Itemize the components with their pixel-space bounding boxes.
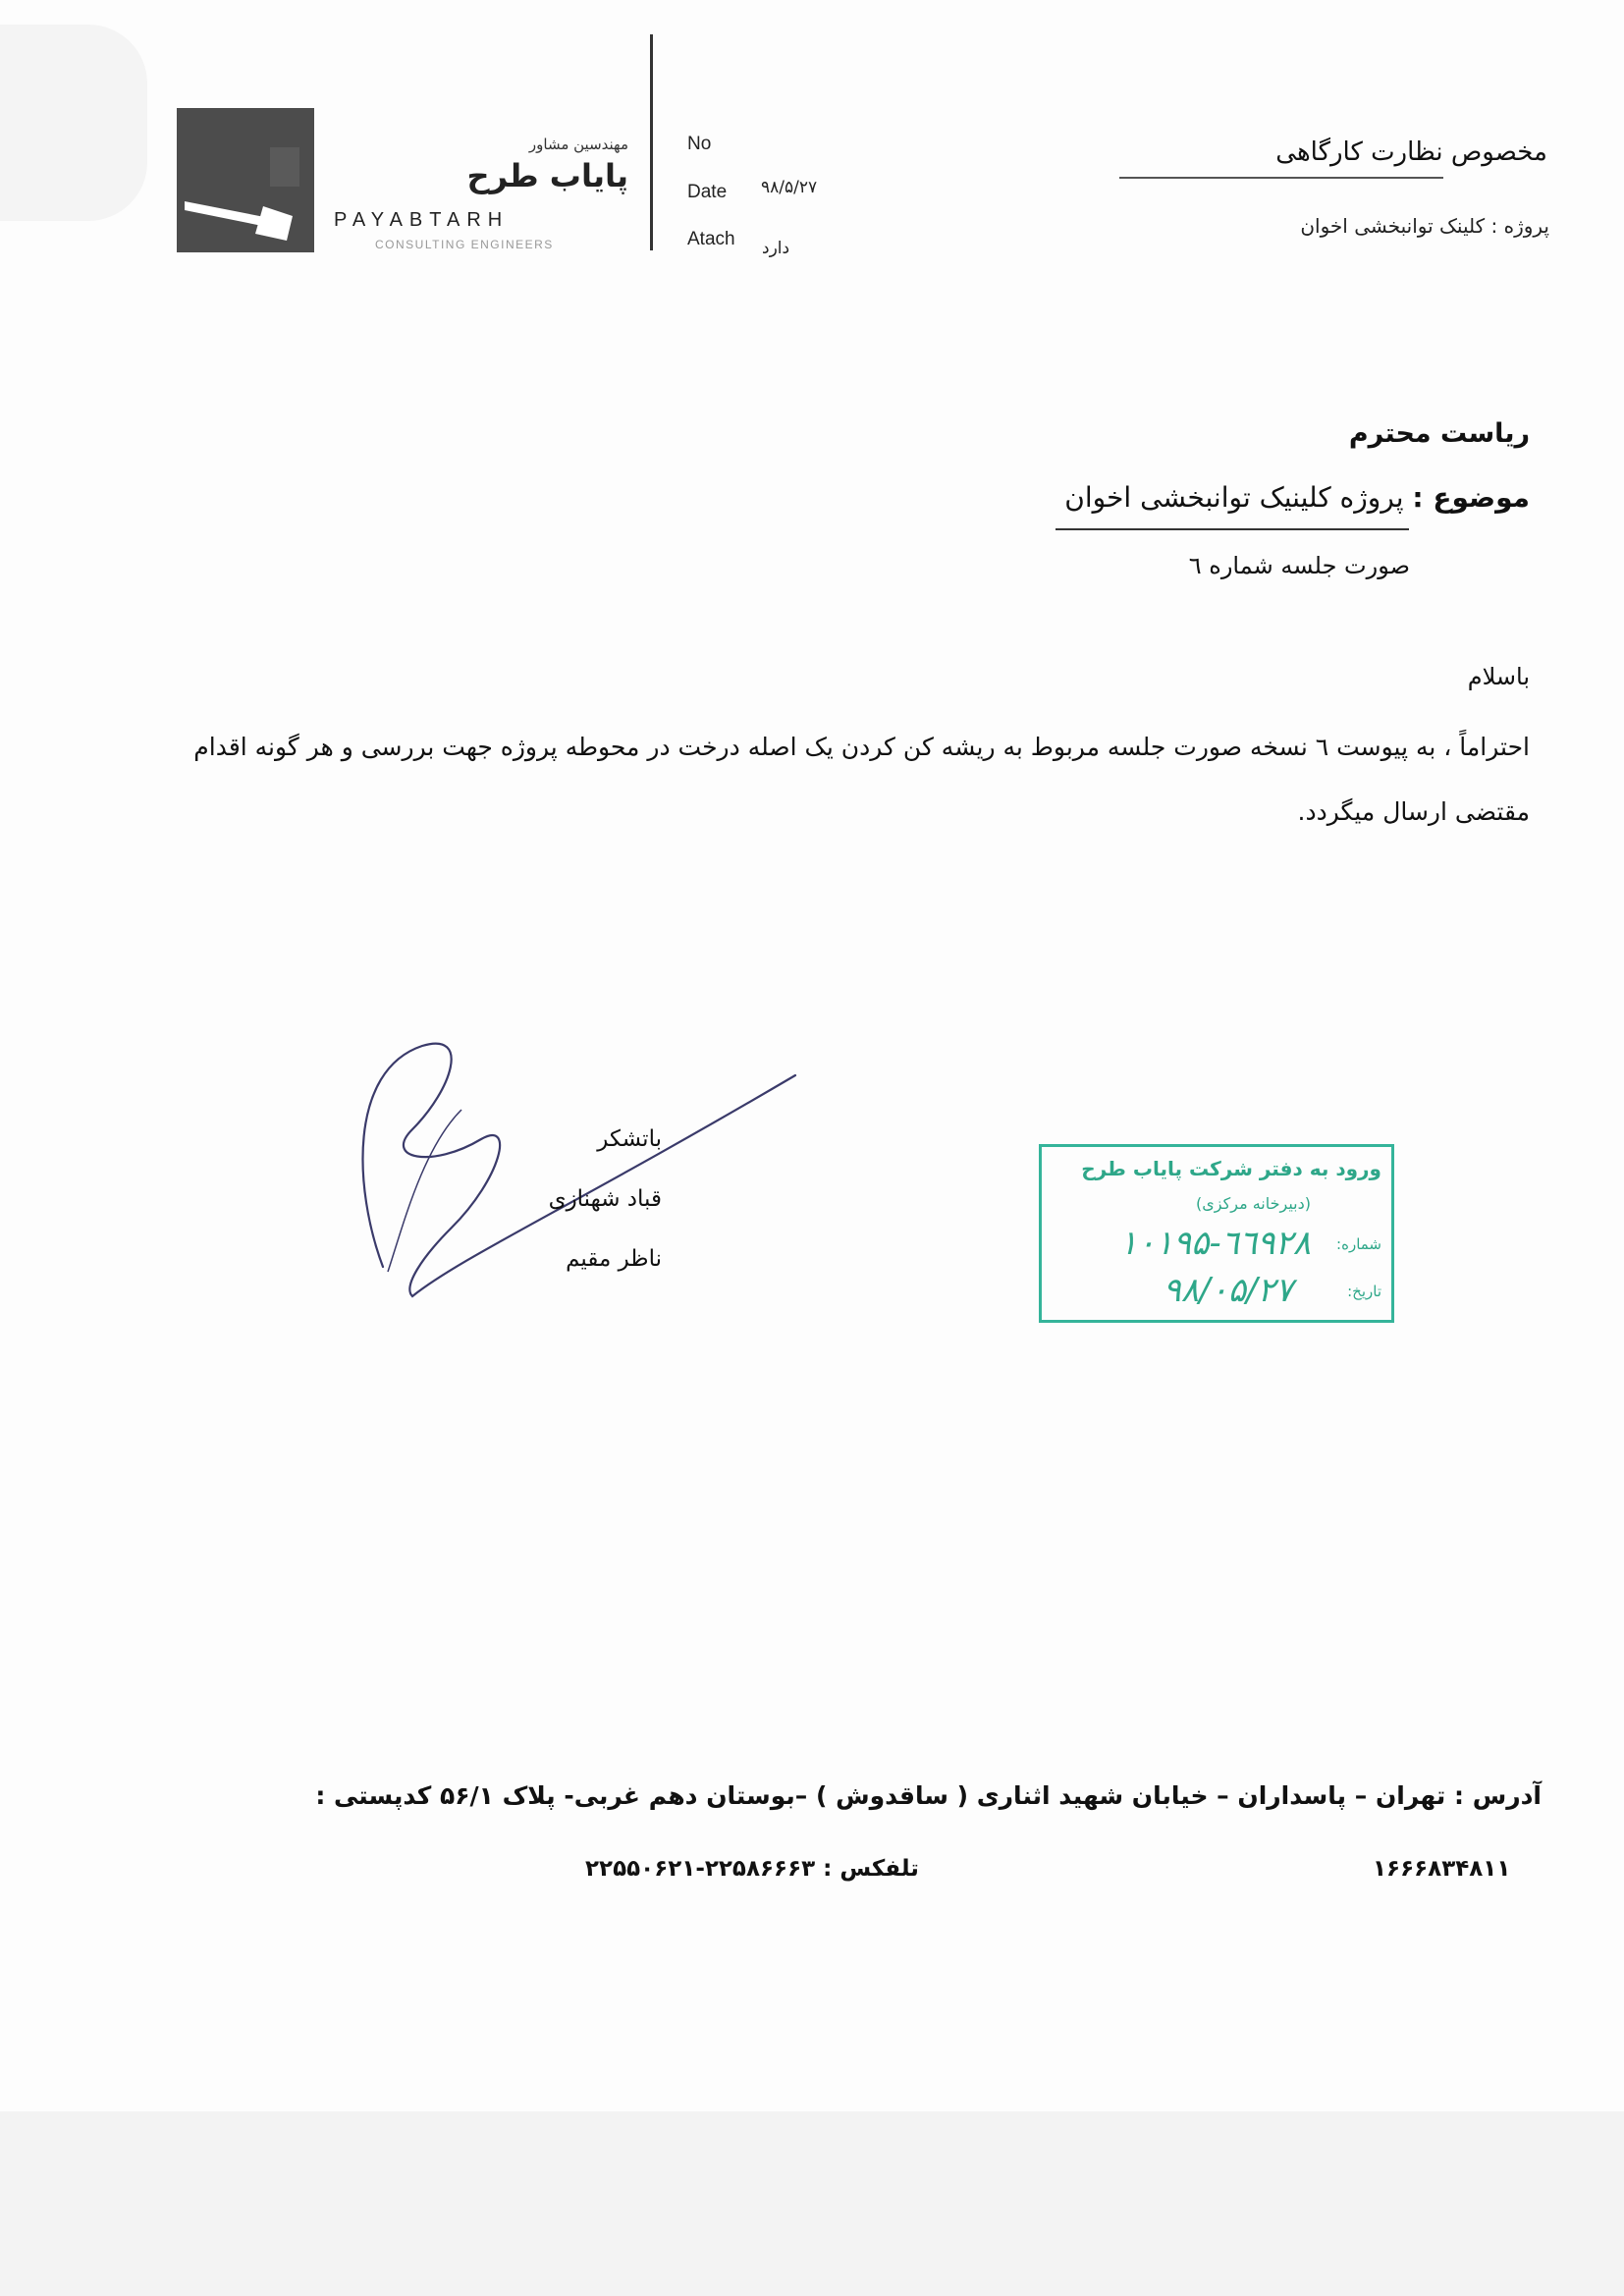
signer-role: ناظر مقیم (566, 1246, 662, 1272)
title-underline (1119, 177, 1443, 179)
stamp-date-label: تاریخ: (1347, 1283, 1381, 1300)
footer-fax: تلفکس : ۲۲۵۸۶۶۶۳-۲۲۵۵۰۶۲۱ (585, 1856, 919, 1882)
stamp-title: ورود به دفتر شرکت پایاب طرح (1081, 1157, 1381, 1180)
attachment-value: دارد (762, 239, 790, 258)
greeting: باسلام (1467, 663, 1530, 690)
number-label: No (687, 134, 712, 154)
subject-underline (1056, 528, 1409, 530)
confidential-title: مخصوص نظارت کارگاهی (1275, 137, 1547, 167)
project-line: پروژه : کلینک توانبخشی اخوان (1300, 214, 1549, 238)
minutes-reference: صورت جلسه شماره ٦ (1188, 552, 1410, 579)
scan-smudge (0, 25, 147, 221)
receipt-stamp (1039, 1144, 1394, 1323)
salutation: ریاست محترم (1348, 418, 1530, 449)
firm-name-persian: پایاب طرح (466, 157, 628, 194)
subject-line (1064, 481, 1530, 514)
company-logo (177, 108, 314, 252)
firm-name-english: PAYABTARH (334, 209, 510, 231)
stamp-number-label: شماره: (1336, 1235, 1381, 1253)
header-divider (650, 34, 653, 250)
stamp-number-value: ۱۰۱۹۵-٦٦٩٢٨ (1119, 1224, 1311, 1263)
footer-postal-code: ۱۶۶۶۸۳۴۸۱۱ (1373, 1856, 1511, 1882)
attachment-label: Atach (687, 229, 735, 249)
closing-text: باتشکر (597, 1126, 662, 1152)
firm-tagline: مهندسین مشاور (528, 136, 628, 153)
subject-label: موضوع : (1412, 481, 1530, 514)
stamp-subtitle: (دبیرخانه مرکزی) (1196, 1194, 1311, 1213)
footer-address: آدرس : تهران – پاسداران – خیابان شهید اثناری ( ساقدوش ) –بوستان دهم غربی- پلاک ۵۶/۱ کدپستی : (315, 1781, 1542, 1810)
scan-footer-band (0, 2111, 1624, 2296)
date-label: Date (687, 182, 728, 202)
signer-name: قباد شهنازی (548, 1186, 662, 1212)
stamp-date-value: ۹۸/۰۵/۲۷ (1163, 1271, 1293, 1310)
date-value: ۹۸/۵/۲۷ (761, 178, 818, 197)
signature-block (549, 1110, 662, 1289)
firm-subtitle-english: CONSULTING ENGINEERS (375, 238, 554, 251)
subject-value: پروژه کلینیک توانبخشی اخوان (1064, 481, 1404, 514)
letter-body: احتراماً ، به پیوست ٦ نسخه صورت جلسه مربوط به ریشه کن کردن یک اصله درخت در محوطه پروژه جهت بررسی و هر گونه اقدام مقتضی ارسال میگردد. (193, 733, 1530, 826)
